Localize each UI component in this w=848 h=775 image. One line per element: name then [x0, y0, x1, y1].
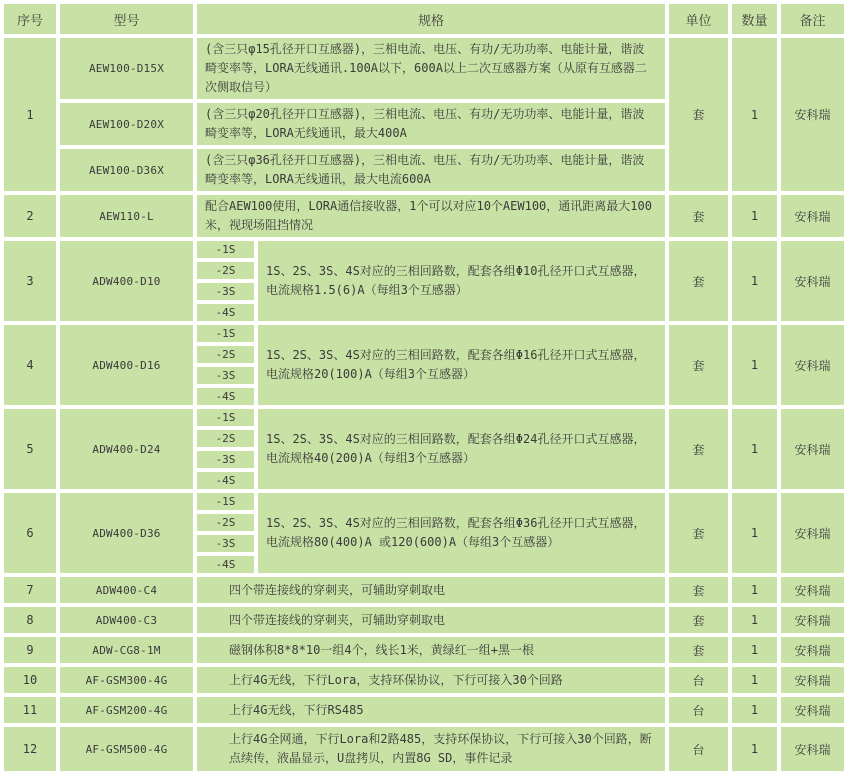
cell-index: 3 — [4, 241, 56, 321]
cell-index: 2 — [4, 195, 56, 237]
table-row — [4, 409, 844, 426]
cell-variant: -4S — [197, 304, 254, 321]
cell-spec: (含三只φ20孔径开口互感器)，三相电流、电压、有功/无功功率、电能计量，谐波畸变率等，LORA无线通讯，最大400A — [197, 103, 665, 145]
cell-qty: 1 — [732, 577, 777, 603]
cell-model: ADW400-C4 — [60, 577, 193, 603]
cell-spec: 四个带连接线的穿刺夹，可辅助穿刺取电 — [197, 607, 665, 633]
cell-variant: -2S — [197, 262, 254, 279]
cell-note: 安科瑞 — [781, 697, 844, 723]
header-note: 备注 — [781, 4, 844, 34]
header-spec: 规格 — [197, 4, 665, 34]
cell-qty: 1 — [732, 697, 777, 723]
cell-variant: -3S — [197, 367, 254, 384]
cell-qty: 1 — [732, 325, 777, 405]
cell-variant: -4S — [197, 472, 254, 489]
cell-unit: 套 — [669, 607, 728, 633]
cell-unit: 套 — [669, 38, 728, 191]
cell-note: 安科瑞 — [781, 241, 844, 321]
cell-index: 5 — [4, 409, 56, 489]
cell-index: 7 — [4, 577, 56, 603]
cell-model: AEW110-L — [60, 195, 193, 237]
cell-spec: 上行4G无线，下行RS485 — [197, 697, 665, 723]
table-row — [4, 697, 844, 723]
cell-model: ADW400-D24 — [60, 409, 193, 489]
cell-index: 1 — [4, 38, 56, 191]
cell-qty: 1 — [732, 637, 777, 663]
cell-index: 8 — [4, 607, 56, 633]
cell-unit: 套 — [669, 409, 728, 489]
cell-spec: (含三只φ15孔径开口互感器)，三相电流、电压、有功/无功功率、电能计量，谐波畸变率等，LORA无线通讯.100A以下，600A以上二次互感器方案（从原有互感器二次侧取信号） — [197, 38, 665, 99]
table-row — [4, 637, 844, 663]
header-model: 型号 — [60, 4, 193, 34]
cell-variant: -2S — [197, 430, 254, 447]
cell-unit: 套 — [669, 577, 728, 603]
cell-qty: 1 — [732, 493, 777, 573]
cell-index: 10 — [4, 667, 56, 693]
cell-spec: 1S、2S、3S、4S对应的三相回路数，配套各组Φ16孔径开口式互感器，电流规格20(100)A（每组3个互感器） — [258, 325, 665, 405]
cell-variant: -1S — [197, 493, 254, 510]
cell-index: 11 — [4, 697, 56, 723]
cell-spec: 上行4G全网通，下行Lora和2路485，支持环保协议，下行可接入30个回路，断点续传，液晶显示，U盘拷贝，内置8G SD，事件记录 — [197, 727, 665, 771]
cell-spec: 1S、2S、3S、4S对应的三相回路数，配套各组Φ36孔径开口式互感器，电流规格80(400)A 或120(600)A（每组3个互感器） — [258, 493, 665, 573]
table-row — [4, 38, 844, 99]
table-row — [4, 727, 844, 771]
cell-qty: 1 — [732, 241, 777, 321]
cell-spec: 1S、2S、3S、4S对应的三相回路数，配套各组Φ10孔径开口式互感器，电流规格1.5(6)A（每组3个互感器） — [258, 241, 665, 321]
cell-note: 安科瑞 — [781, 577, 844, 603]
table-row — [4, 241, 844, 258]
cell-note: 安科瑞 — [781, 493, 844, 573]
cell-variant: -2S — [197, 346, 254, 363]
cell-qty: 1 — [732, 38, 777, 191]
cell-note: 安科瑞 — [781, 409, 844, 489]
cell-variant: -1S — [197, 409, 254, 426]
header-qty: 数量 — [732, 4, 777, 34]
cell-unit: 套 — [669, 493, 728, 573]
cell-qty: 1 — [732, 667, 777, 693]
table-row — [4, 493, 844, 510]
cell-unit: 套 — [669, 637, 728, 663]
cell-variant: -3S — [197, 451, 254, 468]
cell-index: 6 — [4, 493, 56, 573]
cell-variant: -4S — [197, 556, 254, 573]
table-row — [4, 195, 844, 237]
cell-spec: 配合AEW100使用，LORA通信接收器，1个可以对应10个AEW100，通讯距离最大100米，视现场阻挡情况 — [197, 195, 665, 237]
cell-model: AEW100-D15X — [60, 38, 193, 99]
cell-spec: 磁钢体积8*8*10一组4个，线长1米，黄绿红一组+黑一根 — [197, 637, 665, 663]
cell-unit: 台 — [669, 667, 728, 693]
header-unit: 单位 — [669, 4, 728, 34]
cell-unit: 套 — [669, 195, 728, 237]
cell-index: 12 — [4, 727, 56, 771]
cell-note: 安科瑞 — [781, 325, 844, 405]
cell-model: AEW100-D36X — [60, 149, 193, 191]
cell-variant: -1S — [197, 241, 254, 258]
table-row — [4, 607, 844, 633]
cell-variant: -3S — [197, 535, 254, 552]
cell-model: ADW400-D36 — [60, 493, 193, 573]
cell-model: AEW100-D20X — [60, 103, 193, 145]
cell-spec: 上行4G无线，下行Lora，支持环保协议，下行可接入30个回路 — [197, 667, 665, 693]
cell-variant: -1S — [197, 325, 254, 342]
cell-qty: 1 — [732, 195, 777, 237]
cell-model: AF-GSM200-4G — [60, 697, 193, 723]
cell-unit: 台 — [669, 727, 728, 771]
cell-note: 安科瑞 — [781, 727, 844, 771]
header-row — [4, 4, 844, 34]
table-row — [4, 577, 844, 603]
table-row — [4, 667, 844, 693]
cell-model: ADW400-C3 — [60, 607, 193, 633]
cell-note: 安科瑞 — [781, 607, 844, 633]
cell-variant: -3S — [197, 283, 254, 300]
cell-model: ADW-CG8-1M — [60, 637, 193, 663]
cell-index: 4 — [4, 325, 56, 405]
cell-qty: 1 — [732, 409, 777, 489]
header-index: 序号 — [4, 4, 56, 34]
cell-unit: 套 — [669, 241, 728, 321]
cell-index: 9 — [4, 637, 56, 663]
cell-spec: (含三只φ36孔径开口互感器)，三相电流、电压、有功/无功功率、电能计量，谐波畸变率等，LORA无线通讯，最大电流600A — [197, 149, 665, 191]
cell-spec: 四个带连接线的穿刺夹，可辅助穿刺取电 — [197, 577, 665, 603]
cell-note: 安科瑞 — [781, 195, 844, 237]
cell-model: ADW400-D16 — [60, 325, 193, 405]
table-row — [4, 325, 844, 342]
cell-note: 安科瑞 — [781, 38, 844, 191]
cell-spec: 1S、2S、3S、4S对应的三相回路数，配套各组Φ24孔径开口式互感器，电流规格40(200)A（每组3个互感器） — [258, 409, 665, 489]
cell-unit: 套 — [669, 325, 728, 405]
cell-model: AF-GSM300-4G — [60, 667, 193, 693]
cell-variant: -4S — [197, 388, 254, 405]
cell-note: 安科瑞 — [781, 667, 844, 693]
cell-note: 安科瑞 — [781, 637, 844, 663]
cell-model: AF-GSM500-4G — [60, 727, 193, 771]
cell-unit: 台 — [669, 697, 728, 723]
cell-qty: 1 — [732, 727, 777, 771]
cell-variant: -2S — [197, 514, 254, 531]
cell-qty: 1 — [732, 607, 777, 633]
cell-model: ADW400-D10 — [60, 241, 193, 321]
